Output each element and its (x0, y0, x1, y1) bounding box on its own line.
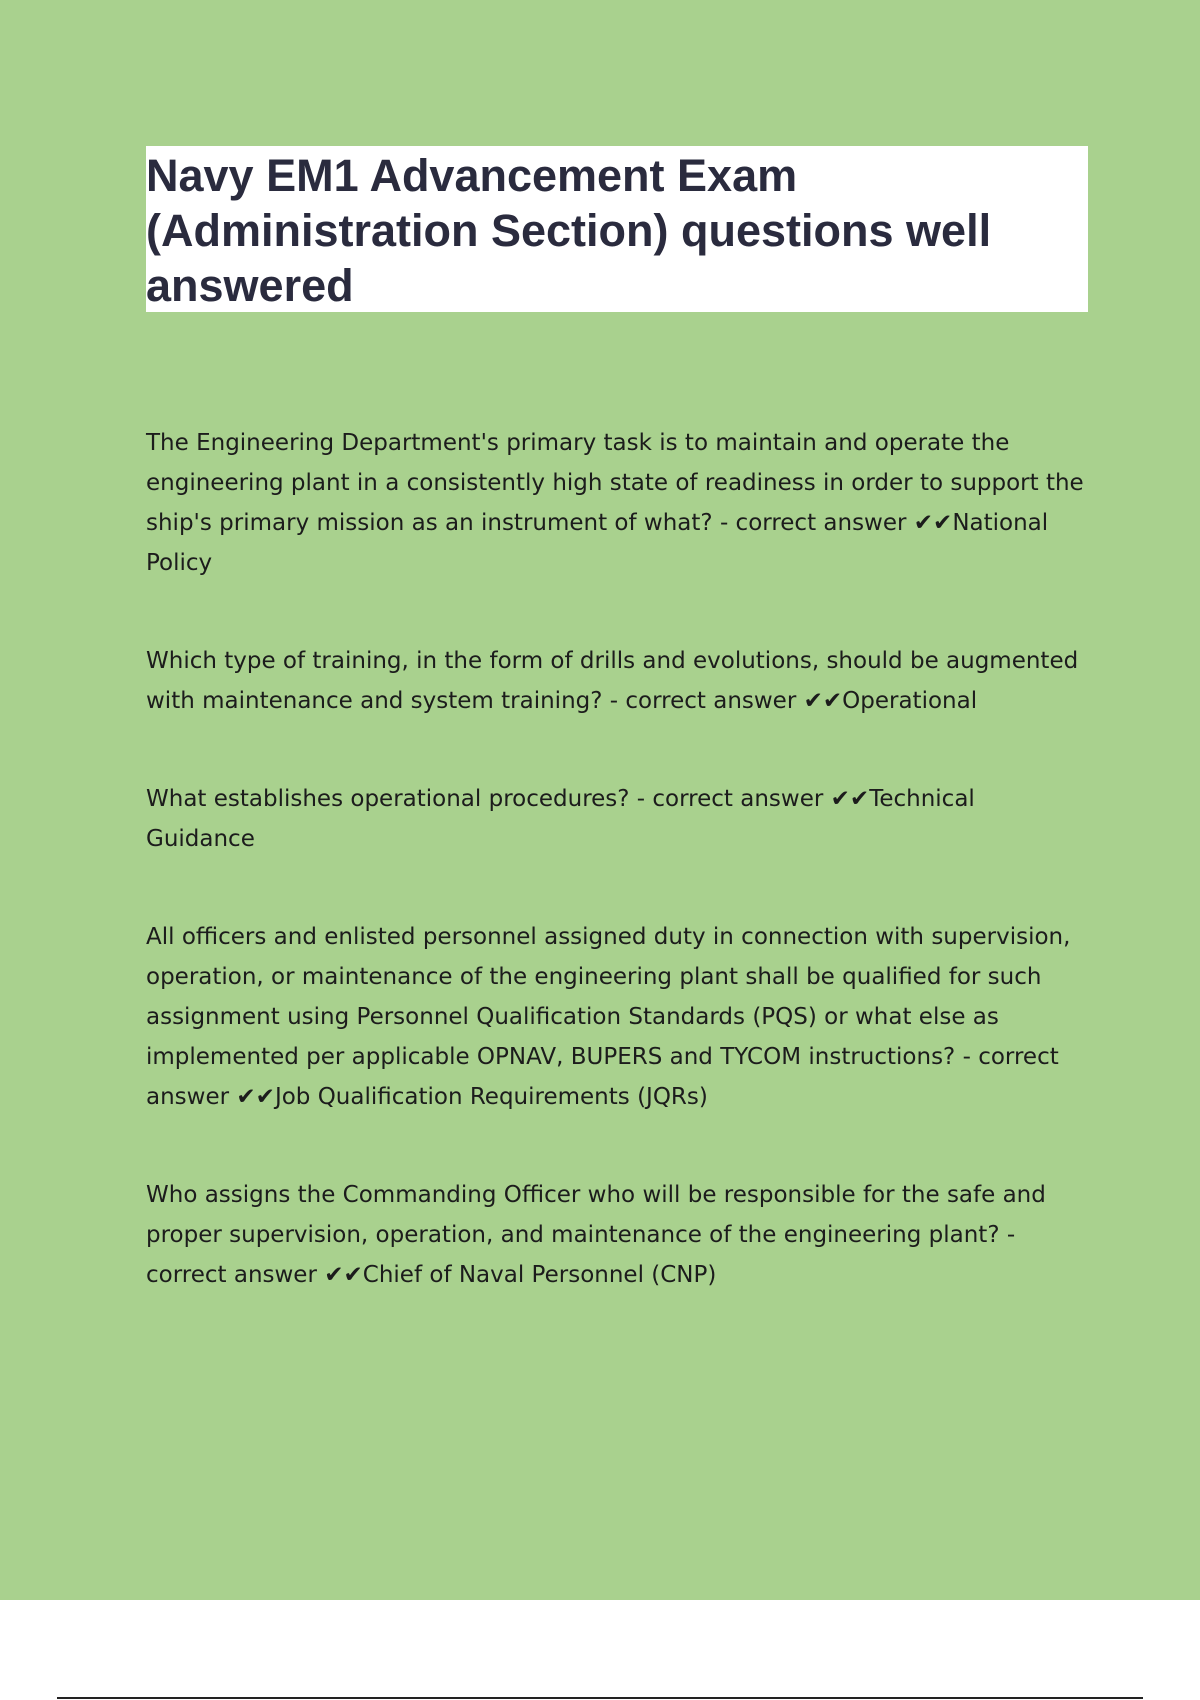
qa-list (146, 423, 1086, 1353)
qa-item (146, 641, 1086, 721)
footer-divider (57, 1697, 1143, 1699)
qa-item (146, 423, 1086, 583)
question-text: All officers and enlisted personnel assigned duty in connection with supervision, operation, or maintenance of the engineering plant shall be qualified for such assignment using Personnel Qualification Standards (PQS) or what else as implemented per applicable OPNAV, BUPERS and TYCOM instructions? (146, 924, 1071, 1070)
question-text: What establishes operational procedures? (146, 786, 630, 812)
check-icon: ✔✔ (236, 1084, 275, 1110)
answer-marker: - correct answer (146, 1044, 1059, 1110)
check-icon: ✔✔ (913, 510, 953, 536)
answer-marker: - correct answer (146, 1222, 1016, 1288)
answer-text: Job Qualification Requirements (JQRs) (274, 1084, 708, 1110)
title-box (146, 146, 1088, 312)
answer-text: Chief of Naval Personnel (CNP) (362, 1262, 717, 1288)
answer-text: National Policy (146, 510, 1049, 576)
answer-marker: - correct answer (719, 510, 907, 536)
question-text: Who assigns the Commanding Officer who will be responsible for the safe and proper supervision, operation, and maintenance of the engineering plant? (146, 1182, 1046, 1248)
qa-item (146, 917, 1086, 1117)
qa-item (146, 1175, 1086, 1295)
check-icon: ✔✔ (324, 1262, 363, 1288)
check-icon: ✔✔ (803, 688, 843, 714)
answer-text: Technical Guidance (146, 786, 975, 852)
answer-marker: - correct answer (636, 786, 824, 812)
answer-marker: - correct answer (609, 688, 797, 714)
document-title: Navy EM1 Advancement Exam (Administration Section) questions well answered (146, 150, 992, 311)
check-icon: ✔✔ (830, 786, 870, 812)
question-text: The Engineering Department's primary task is to maintain and operate the engineering plant in a consistently high state of readiness in order to support the ship's primary mission as an instrument of what? (146, 430, 1084, 536)
answer-text: Operational (842, 688, 978, 714)
question-text: Which type of training, in the form of drills and evolutions, should be augmented with maintenance and system training? (146, 648, 1079, 714)
qa-item (146, 779, 1086, 859)
